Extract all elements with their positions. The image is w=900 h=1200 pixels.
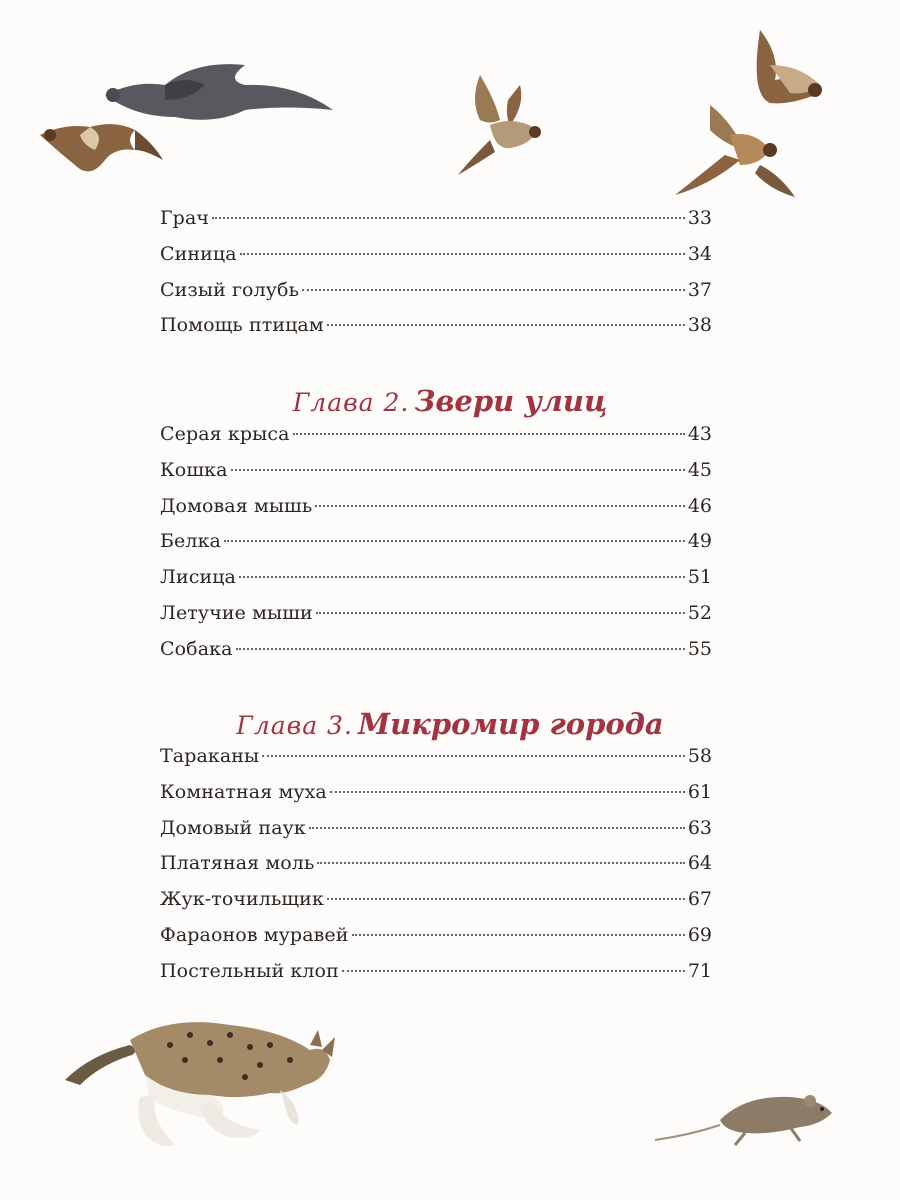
toc-entry-title: Белка — [160, 530, 221, 553]
toc-entry-page: 58 — [687, 745, 712, 767]
toc-entry-title: Помощь птицам — [160, 314, 324, 337]
dot-leader — [342, 970, 685, 972]
toc-entry[interactable] — [160, 638, 712, 674]
toc-entry-page: 69 — [687, 923, 712, 946]
toc-entry-page: 34 — [687, 242, 712, 265]
toc-entry-title: Сизый голубь — [160, 278, 300, 301]
toc-entry-page: 46 — [687, 494, 712, 517]
dot-leader — [302, 289, 685, 291]
toc-entry-title: Тараканы — [160, 745, 260, 767]
toc-entry-title: Летучие мыши — [160, 601, 313, 624]
toc-entry[interactable] — [160, 207, 712, 243]
toc-entry[interactable] — [160, 745, 712, 781]
toc-entry[interactable] — [160, 243, 712, 279]
toc-entry-page: 49 — [687, 530, 712, 553]
toc-entry-title: Синица — [160, 242, 237, 265]
dot-leader — [327, 324, 685, 326]
toc-entry[interactable] — [160, 602, 712, 638]
toc-entry[interactable] — [160, 423, 712, 459]
dot-leader — [315, 505, 685, 507]
toc-entry[interactable] — [160, 314, 712, 350]
toc-entry-title: Грач — [160, 207, 210, 229]
toc-entry[interactable] — [160, 960, 712, 996]
toc-entry[interactable] — [160, 566, 712, 602]
toc-entry-page: 43 — [687, 423, 712, 445]
toc-entry-page: 55 — [687, 637, 712, 660]
toc-entry-title: Серая крыса — [160, 423, 290, 445]
toc-entry[interactable] — [160, 459, 712, 495]
toc-entry[interactable] — [160, 924, 712, 960]
toc-entry-title: Домовый паук — [160, 816, 306, 839]
chapter-heading — [0, 707, 900, 741]
toc-entry-page: 63 — [687, 816, 712, 839]
dot-leader — [309, 827, 685, 829]
toc-entry-title: Кошка — [160, 458, 228, 481]
dot-leader — [236, 648, 685, 650]
toc-entry-title: Постельный клоп — [160, 959, 339, 982]
toc-entry[interactable] — [160, 817, 712, 853]
toc-entry-title: Фараонов муравей — [160, 923, 349, 946]
dot-leader — [212, 217, 685, 219]
toc-entry-page: 71 — [687, 959, 712, 982]
chapter-heading — [0, 384, 900, 418]
toc-entry[interactable] — [160, 530, 712, 566]
sparrow-illustration — [35, 105, 165, 185]
toc-entry-title: Собака — [160, 637, 233, 660]
dot-leader — [352, 934, 685, 936]
toc-entry-page: 67 — [687, 888, 712, 911]
chapter-title: Микромир города — [358, 707, 664, 741]
toc-entry[interactable] — [160, 279, 712, 315]
toc-entry[interactable] — [160, 781, 712, 817]
chapter-title: Звери улиц — [414, 384, 608, 418]
toc-entry-title: Комнатная муха — [160, 780, 327, 803]
mouse-illustration — [650, 1075, 840, 1150]
toc-entry-page: 64 — [687, 852, 712, 875]
dot-leader — [330, 791, 685, 793]
toc-entry-page: 37 — [687, 278, 712, 301]
toc-section-chapter-2 — [160, 423, 712, 674]
toc-entry-page: 61 — [687, 780, 712, 803]
toc-entry[interactable] — [160, 888, 712, 924]
toc-entry-page: 33 — [687, 207, 712, 229]
sparrow-illustration — [450, 70, 550, 180]
toc-entry-title: Жук-точильщик — [160, 888, 324, 911]
toc-entry-page: 45 — [687, 458, 712, 481]
dot-leader — [316, 612, 685, 614]
toc-entry-page: 38 — [687, 314, 712, 337]
dot-leader — [293, 433, 685, 435]
dot-leader — [231, 469, 685, 471]
dot-leader — [239, 576, 685, 578]
toc-entry-title: Платяная моль — [160, 852, 315, 875]
toc-entry-page: 52 — [687, 601, 712, 624]
toc-entry-title: Домовая мышь — [160, 494, 313, 517]
toc-entry[interactable] — [160, 852, 712, 888]
chapter-prefix: Глава 3. — [236, 711, 353, 740]
dot-leader — [317, 862, 684, 864]
chapter-prefix: Глава 2. — [292, 388, 410, 417]
dot-leader — [327, 898, 685, 900]
toc-entry-page: 51 — [687, 566, 712, 589]
dot-leader — [224, 540, 685, 542]
cat-illustration — [60, 1005, 350, 1155]
sparrow-illustration — [670, 25, 840, 200]
toc-section-chapter-3 — [160, 745, 712, 996]
dot-leader — [262, 755, 685, 757]
toc-entry[interactable] — [160, 495, 712, 531]
toc-entry-title: Лисица — [160, 566, 236, 589]
toc-section-birds — [160, 207, 712, 350]
dot-leader — [240, 253, 685, 255]
